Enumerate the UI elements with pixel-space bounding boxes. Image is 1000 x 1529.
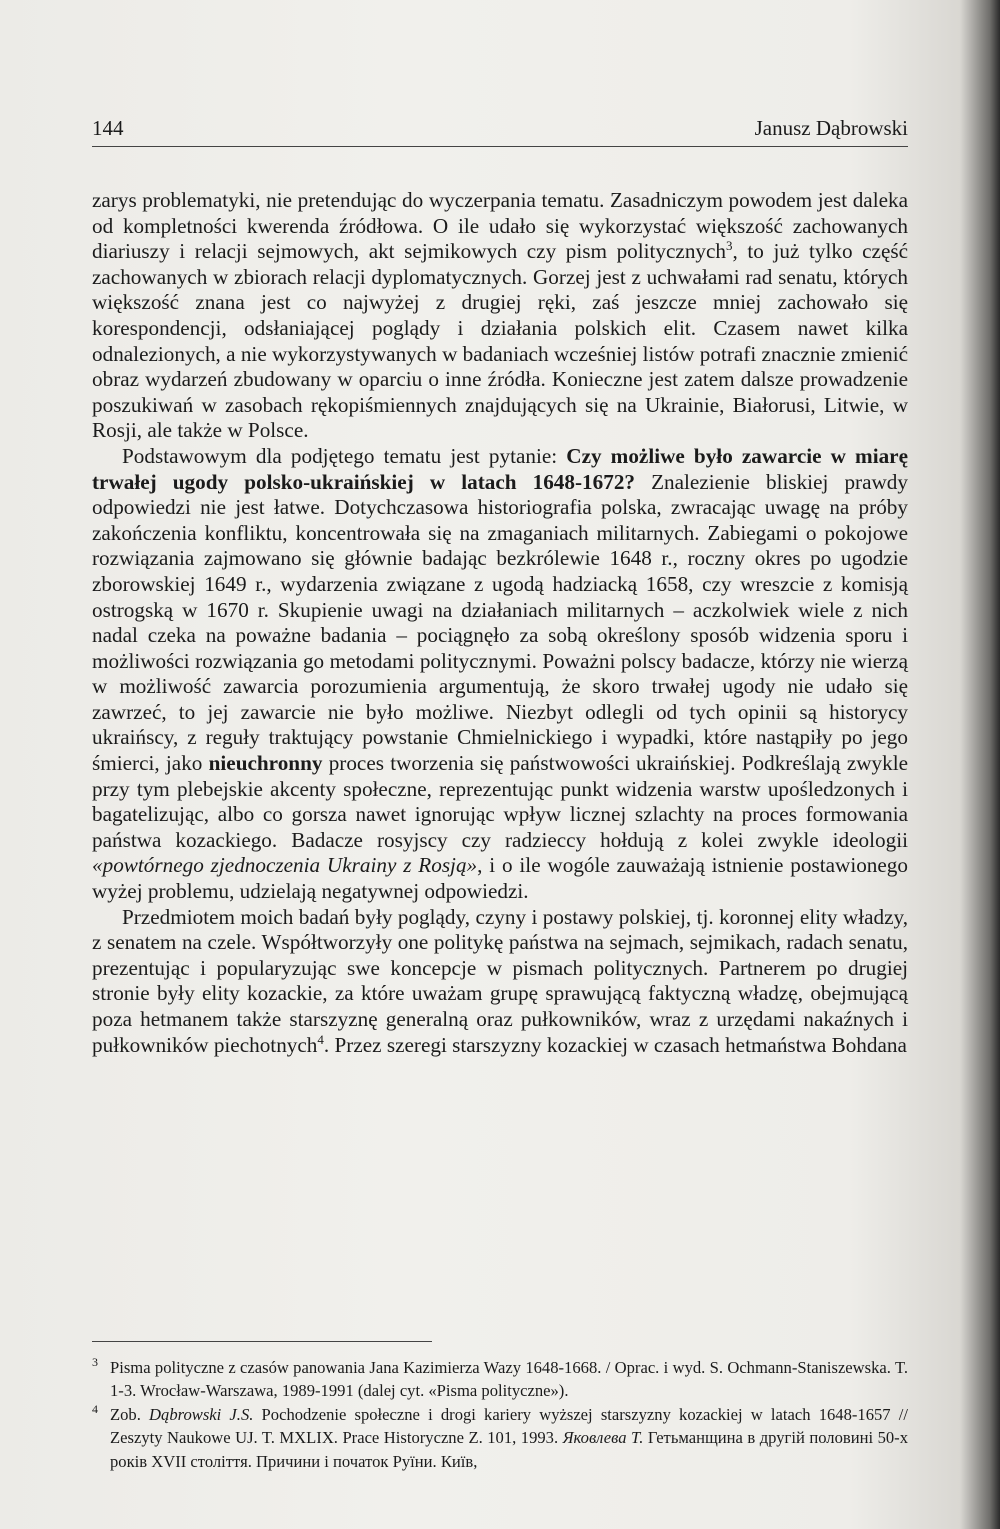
paragraph-2-text-end: , i o ile wogóle zauważają istnienie postawionego wyżej problemu, udzielają negatywnej odpowiedzi. <box>92 853 908 904</box>
footnotes <box>92 1356 908 1473</box>
footnote-4-text: Zob. <box>110 1404 150 1424</box>
paragraph-3-text: Przedmiotem moich badań były poglądy, czyny i postawy polskiej, tj. koronnej elity władzy, z senatem na czele. Współtworzyły one politykę państwa na sejmach, sejmikach, radach senatu, prezentując i popularyzując swe koncepcje w pismach politycznych. Partnerem po drugiej stronie były elity kozackie, za które uważam grupę sprawującą faktyczną władzę, obejmującą poza hetmanem także starszyznę generalną oraz pułkowników, wraz z urzędami nakaźnych i pułkowników piechotnych <box>92 904 908 1057</box>
footnote-4: 4 Zob. Dąbrowski J.S. Pochodzenie społeczne i drogi kariery wyższej starszyzny kozackiej w latach 1648-1657 // Zeszyty Naukowe UJ. T. MXLIX. Prace Historyczne Z. 101, 1993. Яковлева Т. Гетьманщина в другій половині 50-х років XVII століття. Причини і початок Руїни. Київ, <box>92 1402 908 1471</box>
paragraph-2-text-cont: Znalezienie bliskiej prawdy odpowiedzi nie jest łatwe. Dotychczasowa historiografia polska, zwracając uwagę na próby zakończenia konfliktu, koncentrowała się na zmaganiach militarnych. Zabiegami o pokojowe rozwiązania zajmowano się głównie badając bezkrólewie 1648 r., roczny okres po ugodzie zborowskiej 1649 r., wydarzenia związane z ugodą hadziacką 1658, czy wreszcie z komisją ostrogską w 1670 r. Skupienie uwagi na działaniach militarnych – aczkolwiek wiele z nich nadal czeka na poważne badania – pociągnęło za sobą określony sposób widzenia sporu i możliwości rozwiązania go metodami politycznymi. Poważni polscy badacze, którzy nie wierzą w możliwość zawarcia porozumienia argumentują, że skoro trwałej ugody nie udało się zawrzeć, to jej zawarcie nie było możliwe. Niezbyt odlegli od tych opinii są historycy ukraińscy, z reguły traktujący powstanie Chmielnickiego i wypadki, które nastąpiły po jego śmierci, jako <box>92 469 908 776</box>
footnote-4-text-end: Гетьманщина в другій половині 50-х років XVII століття. Причини і початок Руїни. Київ, <box>110 1428 908 1471</box>
footnote-divider <box>92 1341 432 1342</box>
footnote-3: 3 Pisma polityczne z czasów panowania Jana Kazimierza Wazy 1648-1668. / Oprac. i wyd. S. Ochmann-Staniszewska. T. 1-3. Wrocław-Warszawa, 1989-1991 (dalej cyt. «Pisma polityczne»). <box>92 1355 908 1401</box>
paragraph-1-text: zarys problematyki, nie pretendując do wyczerpania tematu. Zasadniczym powodem jest daleka od kompletności kwerenda źródłowa. O ile udało się wykorzystać większość zachowanych diariuszy i relacji sejmowych, akt sejmikowych czy pism politycznych <box>92 188 908 264</box>
research-question: Czy możliwe było zawarcie w miarę trwałej ugody polsko-ukraińskiej w latach 1648-1672? <box>92 443 908 494</box>
page-number: 144 <box>92 116 124 140</box>
paragraph-3-text-cont: . Przez szeregi starszyzny kozackiej w czasach hetmaństwa Bohdana <box>323 1032 907 1057</box>
page-header <box>92 112 908 147</box>
footnote-ref-4[interactable]: 4 <box>317 1031 324 1047</box>
footnote-4-text-cont: Pochodzenie społeczne i drogi kariery wyższej starszyzny kozackiej w latach 1648-1657 // Zeszyty Naukowe UJ. T. MXLIX. Prace Historyczne Z. 101, 1993. <box>110 1404 908 1448</box>
paragraph-3 <box>92 905 908 1059</box>
footnote-4-author: Dąbrowski J.S. <box>149 1404 254 1424</box>
emphasis-inevitable: nieuchronny <box>208 751 323 776</box>
footnote-3-text: Pisma polityczne z czasów panowania Jana Kazimierza Wazy 1648-1668. / Oprac. i wyd. S. Ochmann-Staniszewska. T. 1-3. Wrocław-Warszawa, 1989-1991 (dalej cyt. «Pisma polityczne»). <box>110 1358 908 1401</box>
paragraph-2-text-cont2: proces tworzenia się państwowości ukraińskiej. Podkreślają zwykle przy tym plebejskie akcenty społeczne, reprezentując punkt widzenia warstw upośledzonych i bagatelizując, albo co gorsza nawet ignorując wpływ licznej szlachty na proces formowania państwa kozackiego. Badacze rosyjscy czy radzieccy hołdują z kolei zwykle ideologii <box>92 751 909 852</box>
paragraph-1 <box>92 188 908 444</box>
footnote-4-author-2: Яковлева Т. <box>562 1428 644 1448</box>
paragraph-1-text-cont: , to już tylko część zachowanych w zbiorach relacji dyplomatycznych. Gorzej jest z uchwałami rad senatu, których większość znana jest co najwyżej z drugiej ręki, zaś jeszcze mniej zachowało się korespondencji, odsłaniającej poglądy i działania polskich elit. Czasem nawet kilka odnalezionych, a nie wykorzystywanych w badaniach wcześniej listów potrafi znacznie zmienić obraz wydarzeń zbudowany w oparciu o inne źródła. Konieczne jest zatem dalsze prowadzenie poszukiwań w zasobach rękopiśmiennych znajdujących się na Ukrainie, Białorusi, Litwie, w Rosji, ale także w Polsce. <box>92 239 909 443</box>
paragraph-2 <box>92 444 908 905</box>
footnote-ref-3[interactable]: 3 <box>726 238 733 254</box>
main-text <box>92 188 908 1058</box>
running-head-author: Janusz Dąbrowski <box>754 116 908 140</box>
paragraph-2-text: Podstawowym dla podjętego tematu jest pytanie: <box>122 443 567 468</box>
quoted-ideology: «powtórnego zjednoczenia Ukrainy z Rosją» <box>92 853 478 878</box>
